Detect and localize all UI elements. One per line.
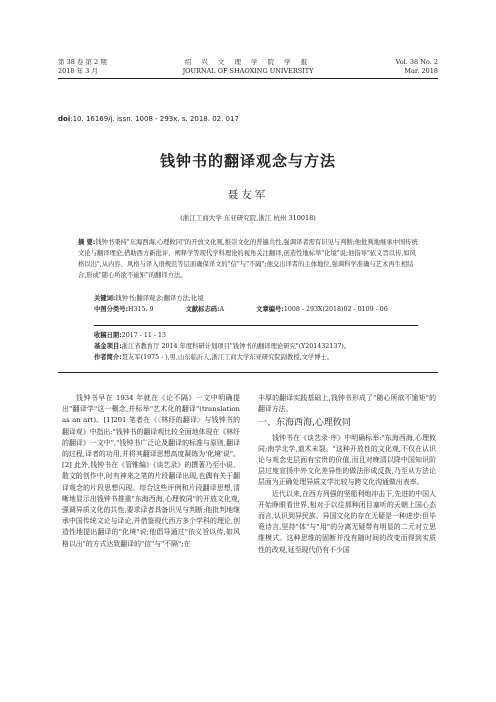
header-rule (58, 78, 438, 79)
fund-label: 基金项目: (94, 343, 122, 350)
classification-line (94, 304, 418, 313)
header-volume-en (396, 58, 438, 76)
header-vol-en: Vol. 38 No. 2 (395, 58, 438, 66)
author-bio (94, 352, 333, 361)
section-heading: 一、东海西海,心理攸同 (258, 418, 351, 429)
received-value: 2017 - 11 - 13 (121, 332, 167, 339)
author-affiliation: (浙江工商大学 东亚研究院,浙江 杭州 310018) (180, 214, 316, 222)
abstract (78, 237, 418, 281)
received-label: 收稿日期: (94, 332, 122, 339)
paragraph: 钱钟书早在 1934 年就在《论不隔》一文中明确提出"翻译学"这一概念,并标举"艺术化的翻译"(translation as an art)。[1]201 笔者在《〈林纾的翻译〉与钱钟书的翻译观》中指出:"钱钟书的翻译观比较全面地体现在《林纾的翻译》一文中","钱钟书广泛论及翻译的标准与原则,翻译的过程,译者的功用,并将其翻译思想高度凝练为'化境'说"。[2] 此外,钱钟书在《管锥编》《谈艺录》的撰著乃至小说、散文的创作中,时有神来之笔的片段翻译出现,也偶有关于翻译观念的片段思想闪现。综合这些评例和片段翻译思想,清晰地显示出钱钟书推重"东海西海,心理攸同"的开放文化观,强调异质文化的共性,要求译者具备识见与判断;他批判地继承中国传统文论与译论,并借鉴现代西方多个学科的理论,创造性地提出翻译的"化境"说;他倡导通过"依义旨以传,如风格以出"的方式达致翻译的"信"与"不隔";在 (62, 394, 240, 548)
doi (58, 115, 239, 123)
paragraph: 丰厚的翻译实践基础上,钱钟书形成了"随心所欲不逾矩"的翻译方法。 (258, 394, 436, 414)
header-volume-cn: 第 38 卷 第 2 期 (58, 58, 107, 66)
art-value: 1008 - 293X(2018)02 - 0109 - 06 (283, 306, 388, 313)
body-column-left (62, 393, 240, 550)
keywords-label: 关键词: (94, 295, 116, 302)
article-number (256, 306, 388, 313)
doi-label: doi (58, 115, 71, 123)
body-rule (58, 372, 438, 373)
header-journal (170, 58, 326, 76)
header-journal-en: JOURNAL OF SHAOXING UNIVERSITY (182, 67, 314, 75)
abstract-text: 钱钟书秉持"东海西海,心理攸同"的开放文化观,推崇文化的普遍共性,强调译者需有识见与判断;他批判地继承中国传统文论与翻译理论,借助西方新批评、阐释学等现代学科理论的视角关注翻译,创造性地标举"化境"说;他指导"依义旨以传,如风格以出",从内容、风格与译入语规范等层面确保译文的"信"与"不隔";他交出译者的主体地位,强调科学准确与艺术再生相结合,形成"随心所欲不逾矩"的翻译方法。 (78, 239, 418, 279)
doc-value: A (219, 306, 225, 313)
author-bio-value: 聂友军(1975 - ),男,山东临沂人,浙江工商大学东亚研究院副教授,文学博士。 (121, 354, 334, 361)
keywords-text: 钱钟书;翻译观念;翻译方法;化境 (115, 295, 204, 302)
doc-label: 文献标志码: (185, 306, 220, 313)
header-date-en: Mar. 2018 (404, 67, 438, 75)
author-bio-label: 作者简介: (94, 354, 122, 361)
paragraph: 近代以来,在西方列强的坚船利炮冲击下,先进的中国人开始睁眼看世界,相对于以往那种闭目塞听的天朝上国心态而言,认识到异民族、异国文化的存在无疑是一种进步;但毕竟诗言,坚持"体"与"用"的分离无疑带有明显的二元对立思维模式。这种思维的固断并没有随时间的改变而得到实质性的改观,延至现代仍有不少国 (258, 489, 436, 554)
art-label: 文章编号: (256, 306, 284, 313)
document-code (186, 306, 225, 313)
header-date-cn: 2018 年 3 月 (58, 67, 98, 75)
clc-value: H315. 9 (128, 306, 154, 313)
paragraph: 钱钟书在《谈艺录·序》中明确标举:"东海西海,心理攸同;南学北学,道术未裂。"这种开放性的文化观,不仅在认识论与观念史层面有宝贵的价值,而且对晚清以降中国知识阶层过度宣扬中外文化差异性的做法形成反拨,乃至从方法论层面为正确处理异质文学比较与跨文化沟通做出表率。 (258, 433, 436, 487)
body-column-right (258, 393, 436, 556)
fund-info (94, 341, 350, 350)
article-author: 聂友军 (227, 189, 269, 201)
received-date (94, 330, 166, 339)
doi-value: :10. 16169/j. issn. 1008 - 293x. s. 2018. 02. 017 (70, 115, 239, 123)
abstract-rule (94, 325, 418, 326)
fund-value: 浙江省教育厅 2014 年度科研计划项目"钱钟书的翻译理论研究"(Y201432137)。 (121, 343, 351, 350)
header-volume (58, 58, 107, 76)
keywords (94, 293, 204, 302)
clc-number (94, 306, 154, 313)
abstract-label: 摘 要: (78, 239, 96, 246)
header-journal-cn: 绍 兴 文 理 学 院 学 报 (184, 58, 312, 66)
article-title: 钱钟书的翻译观念与方法 (159, 152, 336, 170)
clc-label: 中图分类号: (94, 306, 129, 313)
